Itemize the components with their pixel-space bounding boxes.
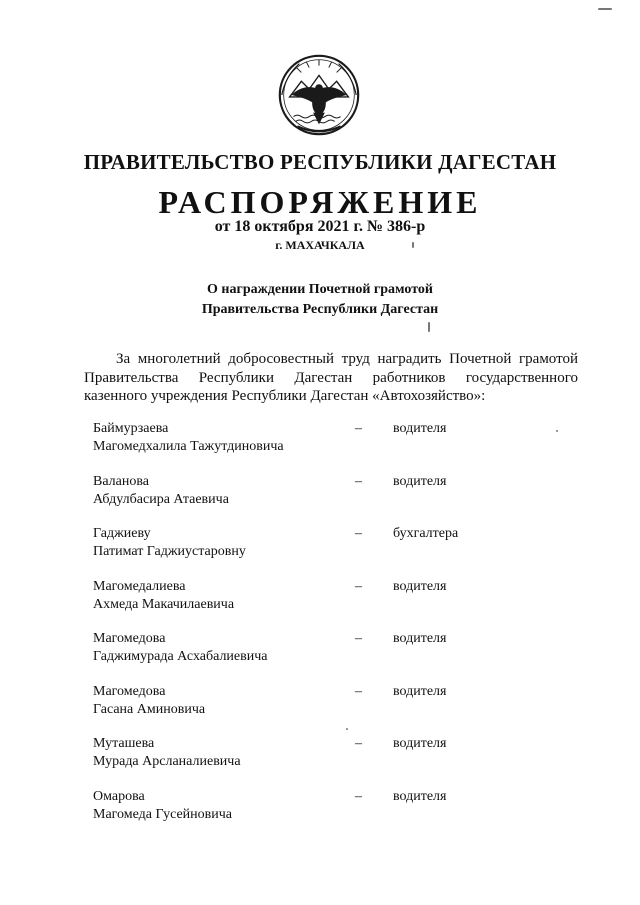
awardee-surname: Магомедалиева [93, 578, 186, 594]
awardee-dash: – [355, 631, 362, 646]
awardee-item [93, 420, 553, 473]
awardee-position: водителя [393, 683, 447, 699]
awardee-surname: Гаджиеву [93, 526, 151, 541]
awardee-dash: – [355, 736, 362, 751]
awardee-surname: Муташева [93, 736, 155, 751]
awardee-item [93, 788, 553, 841]
awardee-position: водителя [393, 788, 447, 804]
awardee-name: Мурада Арсланалиевича [93, 754, 241, 769]
scan-speck [346, 728, 348, 730]
scan-speck [598, 8, 612, 10]
awardee-item [93, 683, 553, 736]
document-type-heading: РАСПОРЯЖЕНИЕ [158, 184, 482, 220]
awardee-name: Гасана Аминовича [93, 701, 206, 717]
awardee-dash: – [355, 683, 362, 699]
awardee-dash: – [355, 526, 362, 541]
awardee-item [93, 473, 553, 526]
awardee-name: Магомеда Гусейновича [93, 806, 233, 822]
government-title: ПРАВИТЕЛЬСТВО РЕСПУБЛИКИ ДАГЕСТАН [83, 150, 557, 174]
subject-line-1: О награждении Почетной грамотой [207, 282, 433, 297]
subject-line-2: Правительства Республики Дагестан [201, 302, 439, 317]
awardee-position: бухгалтера [393, 526, 459, 541]
awardee-item [93, 525, 553, 578]
awardee-surname: Валанова [93, 473, 150, 489]
awardee-dash: – [355, 788, 362, 804]
awardee-name: Гаджимурада Асхабалиевича [93, 649, 268, 664]
awardee-name: Патимат Гаджиустаровну [93, 544, 246, 559]
awardee-item [93, 630, 553, 683]
awardee-position: водителя [393, 736, 447, 751]
document-date-number: от 18 октября 2021 г. № 386-р [214, 218, 426, 235]
coat-of-arms-icon [270, 46, 368, 144]
awardee-item [93, 735, 553, 788]
awardee-name: Абдулбасира Атаевича [93, 491, 229, 507]
scan-speck [412, 242, 414, 248]
awardee-surname: Магомедова [93, 631, 166, 646]
scan-speck [428, 322, 430, 332]
intro-paragraph: За многолетний добросовестный труд наградить Почетной грамотой Правительства Республики Дагестан работников государственного казенного учреждения Республики Дагестан «Автохозяйство»: [84, 351, 578, 404]
awardee-surname: Омарова [93, 788, 145, 804]
awardee-position: водителя [393, 631, 447, 646]
awardee-dash: – [355, 473, 362, 489]
awardee-position: водителя [393, 578, 447, 594]
awardee-surname: Баймурзаева [93, 421, 169, 436]
awardee-list [93, 420, 553, 840]
awardee-dash: – [355, 578, 362, 594]
awardee-item [93, 578, 553, 631]
document-city: г. МАХАЧКАЛА [275, 238, 365, 252]
awardee-position: водителя [393, 421, 447, 436]
awardee-name: Магомедхалила Тажутдиновича [93, 439, 284, 454]
scan-speck [556, 430, 558, 432]
awardee-name: Ахмеда Макачилаевича [93, 596, 235, 612]
awardee-dash: – [355, 421, 362, 436]
awardee-surname: Магомедова [93, 683, 166, 699]
document-subject [0, 280, 640, 320]
awardee-position: водителя [393, 473, 447, 489]
